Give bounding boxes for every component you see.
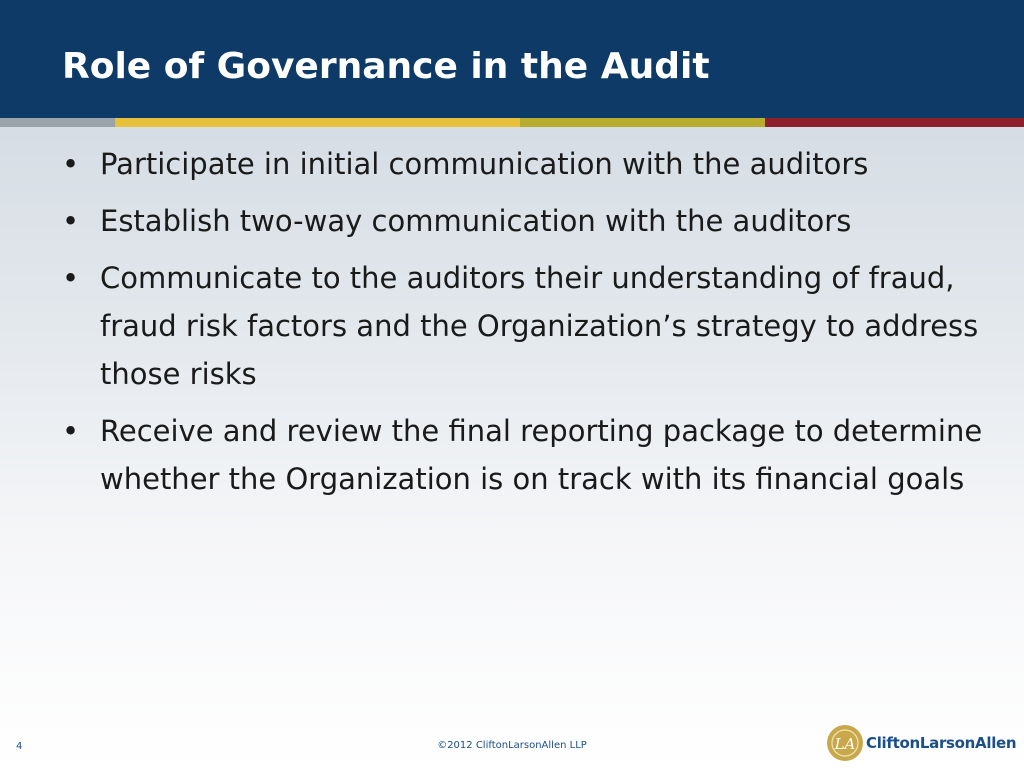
accent-stripe-olive (520, 118, 765, 127)
title-bar (0, 0, 1024, 118)
logo-wordmark: CliftonLarsonAllen (866, 734, 1017, 752)
bullet-item (58, 407, 993, 503)
slide-body (58, 140, 993, 512)
bullet-item (58, 197, 993, 245)
company-logo (826, 722, 1016, 764)
bullet-item (58, 140, 993, 188)
bullet-text: Participate in initial communication with the auditors (100, 147, 869, 181)
bullet-text: Communicate to the auditors their understanding of fraud, fraud risk factors and the Organization’s strategy to address those risks (100, 261, 979, 391)
copyright-notice: ©2012 CliftonLarsonAllen LLP (437, 740, 587, 751)
bullet-text: Establish two-way communication with the auditors (100, 204, 852, 238)
bullet-marker: • (62, 414, 80, 448)
bullet-item (58, 254, 993, 398)
logo-mark-icon (826, 724, 864, 762)
slide-title: Role of Governance in the Audit (62, 46, 710, 87)
bullet-list (58, 140, 993, 503)
logo-mark-letters: LA (834, 735, 856, 753)
bullet-marker: • (62, 147, 80, 181)
accent-stripe-gray (0, 118, 115, 127)
bullet-marker: • (62, 204, 80, 238)
accent-stripe-red (765, 118, 1024, 127)
bullet-text: Receive and review the final reporting package to determine whether the Organization is on track with its financial goals (100, 414, 983, 496)
bullet-marker: • (62, 261, 80, 295)
page-number: 4 (16, 741, 23, 752)
accent-stripe-gold (115, 118, 520, 127)
